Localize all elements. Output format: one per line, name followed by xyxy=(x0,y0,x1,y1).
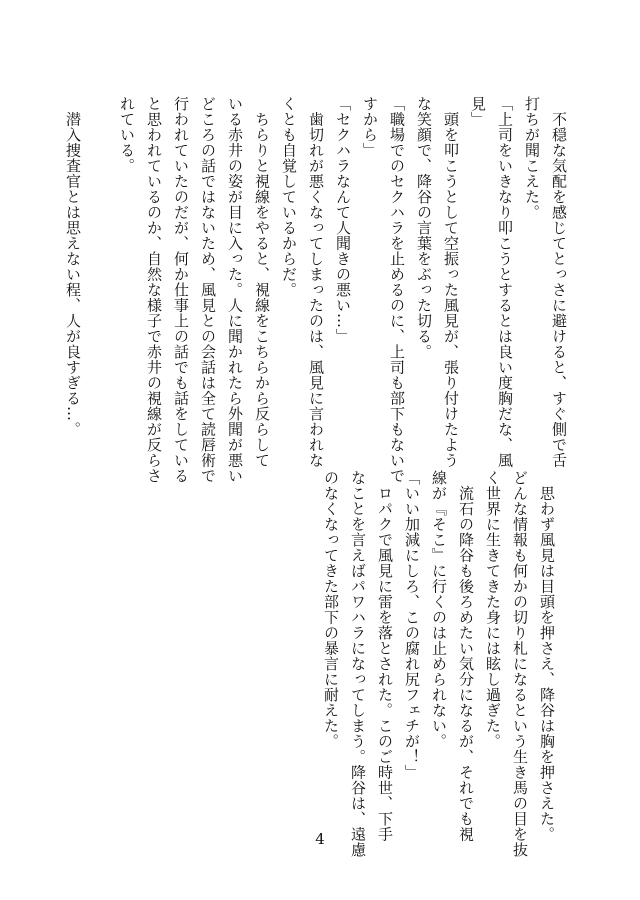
text-line: のなくなってきた部下の暴言に耐えた。 xyxy=(322,470,340,749)
upper-text-block xyxy=(59,96,572,484)
text-line: 「いい加減にしろ、この腐れ尻フェチが！」 xyxy=(403,470,421,780)
text-line: れている。 xyxy=(118,96,136,174)
text-line: どんな情報も何かの切り札になるという生き馬の目を抜 xyxy=(511,470,529,858)
text-line: ちらりと視線をやると、視線をこちらから反らして xyxy=(253,96,271,468)
text-line: 「上司をいきなり叩こうとするとは良い度胸だな、風 xyxy=(496,96,514,468)
text-line: 行われていたのだが、何か仕事上の話でも話をしている xyxy=(172,96,190,484)
text-line: 「職場でのセクハラを止めるのに、上司も部下もないで xyxy=(388,96,406,484)
text-line: 思わず風見は目頭を押さえ、降谷は胸を押さえた。 xyxy=(538,470,556,842)
text-line: くとも自覚しているからだ。 xyxy=(280,96,298,298)
text-line: 潜入捜査官とは思えない程、人が良すぎる…。 xyxy=(64,96,82,437)
text-line: と思われているのか、自然な様子で赤井の視線が反らさ xyxy=(145,96,163,484)
page-number: 4 xyxy=(315,830,325,848)
text-line: 「セクハラなんて人聞きの悪い…」 xyxy=(334,96,352,344)
text-line xyxy=(86,96,113,446)
text-line: ロパクで風見に雷を落とされた。このご時世、下手 xyxy=(376,470,394,842)
text-line: 見」 xyxy=(469,96,487,127)
lower-text-block xyxy=(317,470,560,858)
text-line: 流石の降谷も後ろめたい気分になるが、それでも視 xyxy=(457,470,475,842)
text-line: 線が『そこ』に行くのは止められない。 xyxy=(430,470,448,749)
text-line: どころの話ではないため、風見との会話は全て読唇術で xyxy=(199,96,217,484)
text-line: すから」 xyxy=(361,96,379,158)
text-line: 頭を叩こうとして空振った風見が、張り付けたよう xyxy=(442,96,460,468)
text-line: 歯切れが悪くなってしまったのは、風見に言われな xyxy=(307,96,325,468)
text-line: なことを言えばパワハラになってしまう。降谷は、遠慮 xyxy=(349,470,367,858)
text-line: いる赤井の姿が目に入った。人に聞かれたら外聞が悪い xyxy=(226,96,244,484)
text-line: 不穏な気配を感じてとっさに避けると、すぐ側で舌 xyxy=(550,96,568,468)
text-line: な笑顔で、降谷の言葉をぶった切る。 xyxy=(415,96,433,360)
text-line: く世界に生きてきた身には眩し過ぎた。 xyxy=(484,470,502,749)
text-line: 打ちが聞こえた。 xyxy=(523,96,541,220)
